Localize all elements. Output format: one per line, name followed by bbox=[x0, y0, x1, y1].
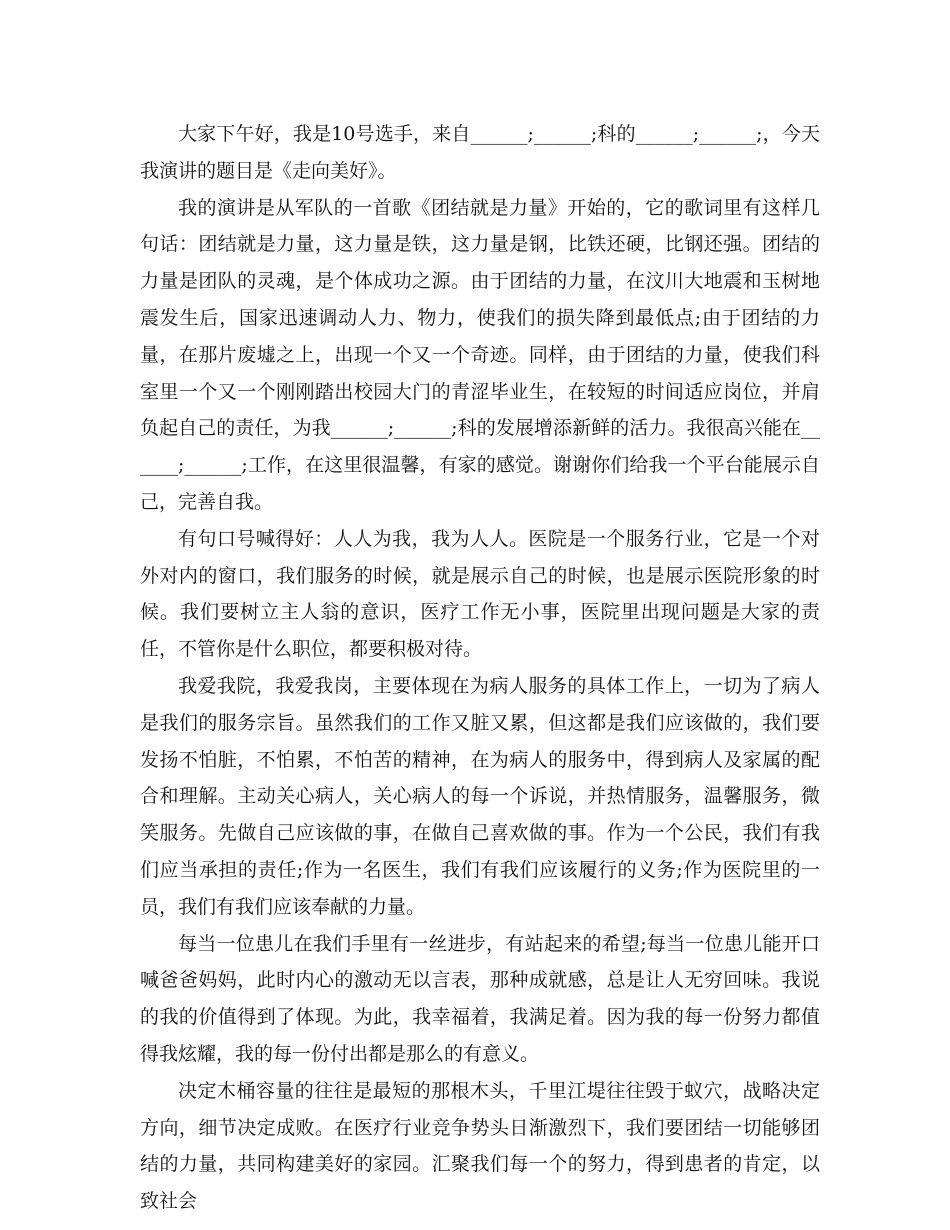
paragraph-unity: 我的演讲是从军队的一首歌《团结就是力量》开始的，它的歌词里有这样几句话：团结就是力量，这力量是铁，这力量是钢，比铁还硬，比钢还强。团结的力量是团队的灵魂，是个体成功之源。由于团结的力量，在汶川大地震和玉树地震发生后，国家迅速调动人力、物力，使我们的损失降到最低点;由于团结的力量，在那片废墟之上，出现一个又一个奇迹。同样，由于团结的力量，使我们科室里一个又一个刚刚踏出校园大门的青涩毕业生，在较短的时间适应岗位，并肩负起自己的责任，为我______;______;科的发展增添新鲜的活力。我很高兴能在______;______;工作，在这里很温馨，有家的感觉。谢谢你们给我一个平台能展示自己，完善自我。 bbox=[140, 196, 820, 513]
paragraph-slogan: 有句口号喊得好：人人为我，我为人人。医院是一个服务行业，它是一个对外对内的窗口，我们服务的时候，就是展示自己的时候，也是展示医院形象的时候。我们要树立主人翁的意识，医疗工作无小事，医院里出现问题是大家的责任，不管你是什么职位，都要积极对待。 bbox=[140, 527, 820, 661]
paragraph-intro: 大家下午好，我是10号选手，来自______;______;科的______;______;，今天我演讲的题目是《走向美好》。 bbox=[140, 123, 820, 182]
document-page bbox=[140, 116, 820, 1220]
paragraph-love-hospital: 我爱我院，我爱我岗，主要体现在为病人服务的具体工作上，一切为了病人是我们的服务宗旨。虽然我们的工作又脏又累，但这都是我们应该做的，我们要发扬不怕脏，不怕累，不怕苦的精神，在为病人的服务中，得到病人及家属的配合和理解。主动关心病人，关心病人的每一个诉说，并热情服务，温馨服务，微笑服务。先做自己应该做的事，在做自己喜欢做的事。作为一个公民，我们有我们应当承担的责任;作为一名医生，我们有我们应该履行的义务;作为医院里的一员，我们有我们应该奉献的力量。 bbox=[140, 674, 820, 918]
paragraph-bucket-theory: 决定木桶容量的往往是最短的那根木头，千里江堤往往毁于蚁穴，战略决定方向，细节决定成败。在医疗行业竞争势头日渐激烈下，我们要团结一切能够团结的力量，共同构建美好的家园。汇聚我们每一个的努力，得到患者的肯定，以致社会 bbox=[140, 1079, 820, 1213]
paragraph-patient-progress: 每当一位患儿在我们手里有一丝进步，有站起来的希望;每当一位患儿能开口喊爸爸妈妈，此时内心的激动无以言表，那种成就感，总是让人无穷回味。我说的我的价值得到了体现。为此，我幸福着，我满足着。因为我的每一份努力都值得我炫耀，我的每一份付出都是那么的有意义。 bbox=[140, 932, 820, 1065]
